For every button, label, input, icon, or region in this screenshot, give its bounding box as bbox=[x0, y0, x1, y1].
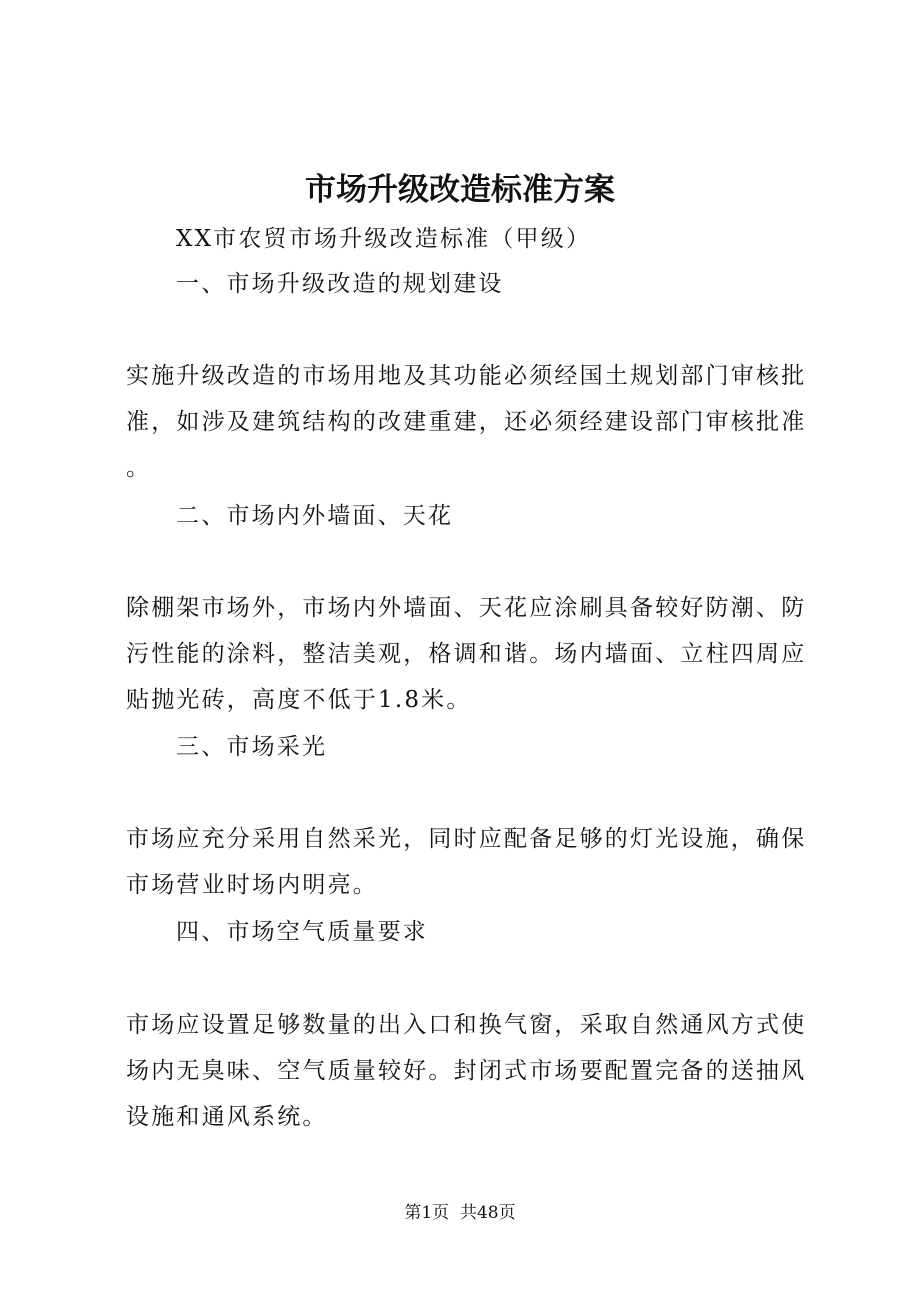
section-body-4 bbox=[126, 1002, 807, 1140]
paragraph-line: 场内无臭味、空气质量较好。封闭式市场要配置完备的送抽风 bbox=[126, 1058, 807, 1084]
paragraph-line: 。 bbox=[126, 455, 152, 481]
section-body-1 bbox=[126, 353, 807, 491]
paragraph-line: 污性能的涂料，整洁美观，格调和谐。场内墙面、立柱四周应 bbox=[126, 641, 807, 667]
section-body-2 bbox=[126, 585, 807, 723]
document-subtitle: XX市农贸市场升级改造标准（甲级） bbox=[176, 226, 592, 252]
paragraph-line: 设施和通风系统。 bbox=[126, 1104, 328, 1130]
paragraph-line: 除棚架市场外，市场内外墙面、天花应涂刷具备较好防潮、防 bbox=[126, 595, 807, 621]
section-heading-3: 三、市场采光 bbox=[176, 734, 328, 760]
section-body-3 bbox=[126, 816, 807, 908]
section-heading-2: 二、市场内外墙面、天花 bbox=[176, 503, 454, 529]
paragraph-line: 实施升级改造的市场用地及其功能必须经国土规划部门审核批 bbox=[126, 363, 807, 389]
paragraph-line: 市场应设置足够数量的出入口和换气窗，采取自然通风方式使 bbox=[126, 1012, 807, 1038]
page-title: 市场升级改造标准方案 bbox=[305, 172, 615, 208]
paragraph-line: 贴抛光砖，高度不低于1.8米。 bbox=[126, 687, 472, 713]
paragraph-line: 市场营业时场内明亮。 bbox=[126, 872, 378, 898]
section-heading-1: 一、市场升级改造的规划建设 bbox=[176, 271, 504, 297]
paragraph-line: 市场应充分采用自然采光，同时应配备足够的灯光设施，确保 bbox=[126, 826, 807, 852]
page-footer: 第1页 共48页 bbox=[404, 1203, 516, 1223]
section-heading-4: 四、市场空气质量要求 bbox=[176, 919, 428, 945]
paragraph-line: 准，如涉及建筑结构的改建重建，还必须经建设部门审核批准 bbox=[126, 409, 807, 435]
